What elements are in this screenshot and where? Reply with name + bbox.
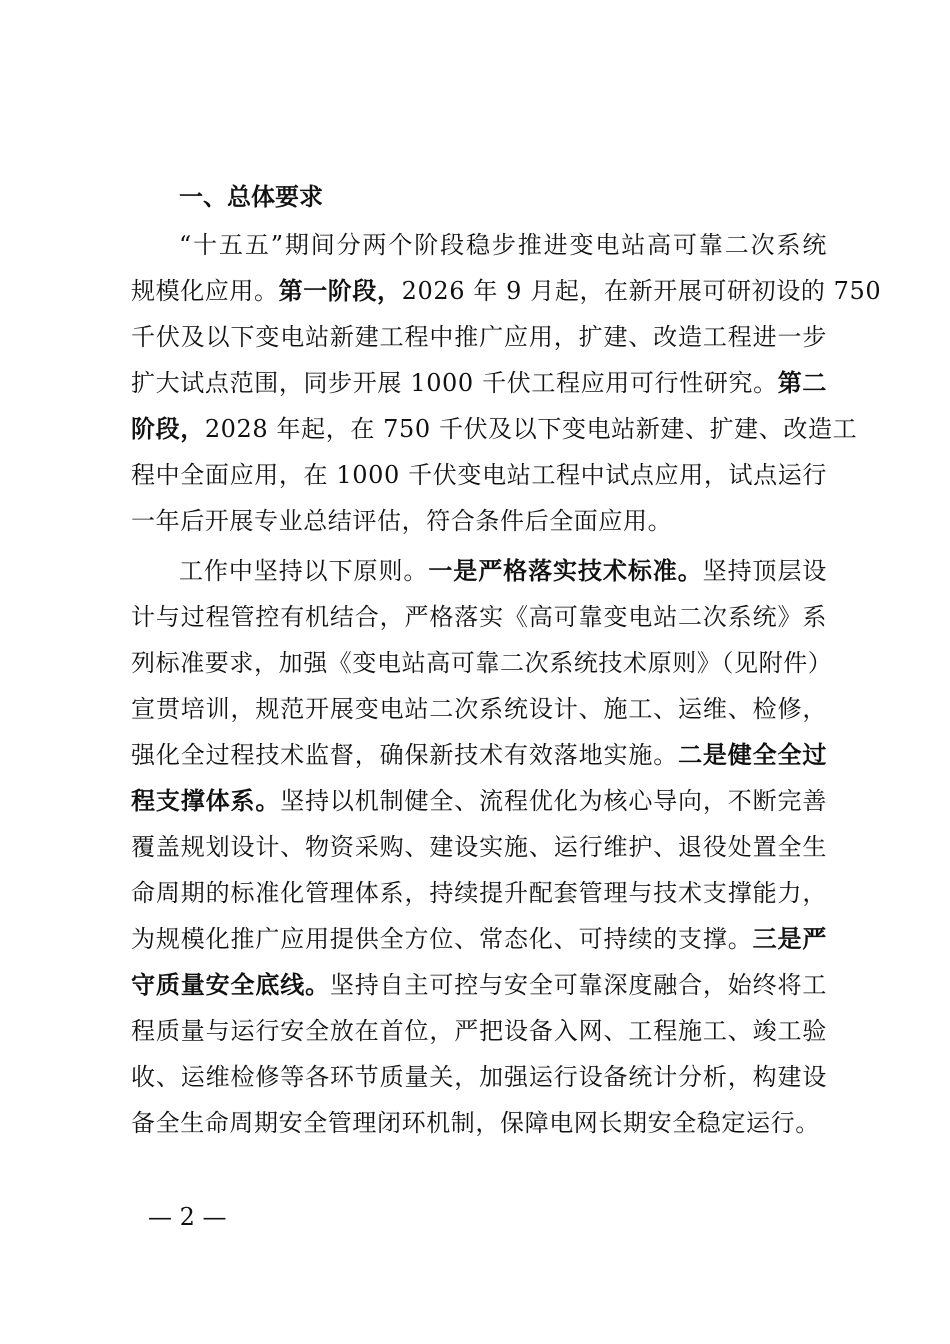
paragraph-line: 计与过程管控有机结合，严格落实《高可靠变电站二次系统》系 xyxy=(131,603,827,631)
paragraph-line: 规模化应用。第一阶段，2026 年 9 月起，在新开展可研初设的 750 xyxy=(131,277,882,305)
paragraph-line: 为规模化推广应用提供全方位、常态化、可持续的支撑。三是严 xyxy=(131,925,827,953)
paragraph-line: “十五五”期间分两个阶段稳步推进变电站高可靠二次系统 xyxy=(179,231,827,259)
paragraph-line: 强化全过程技术监督，确保新技术有效落地实施。二是健全全过 xyxy=(131,741,827,769)
paragraph-line: 备全生命周期安全管理闭环机制，保障电网长期安全稳定运行。 xyxy=(131,1109,820,1137)
paragraph-line: 程支撑体系。坚持以机制健全、流程优化为核心导向，不断完善 xyxy=(131,787,827,815)
page-number: — 2 — xyxy=(148,1203,227,1231)
paragraph-line: 一年后开展专业总结评估，符合条件后全面应用。 xyxy=(131,507,673,535)
paragraph-line: 命周期的标准化管理体系，持续提升配套管理与技术支撑能力， xyxy=(131,879,827,907)
paragraph-line: 收、运维检修等各环节质量关，加强运行设备统计分析，构建设 xyxy=(131,1063,827,1091)
paragraph-line: 扩大试点范围，同步开展 1000 千伏工程应用可行性研究。第二 xyxy=(131,369,828,397)
paragraph-line: 工作中坚持以下原则。一是严格落实技术标准。坚持顶层设 xyxy=(179,557,827,585)
section-heading: 一、总体要求 xyxy=(179,183,323,211)
paragraph-line: 千伏及以下变电站新建工程中推广应用，扩建、改造工程进一步 xyxy=(131,323,827,351)
paragraph-line: 阶段，2028 年起，在 750 千伏及以下变电站新建、扩建、改造工 xyxy=(131,415,858,443)
paragraph-line: 守质量安全底线。坚持自主可控与安全可靠深度融合，始终将工 xyxy=(131,971,827,999)
paragraph-line: 列标准要求，加强《变电站高可靠二次系统技术原则》（见附件） xyxy=(131,649,833,677)
paragraph-line: 覆盖规划设计、物资采购、建设实施、运行维护、退役处置全生 xyxy=(131,833,827,861)
paragraph-line: 程质量与运行安全放在首位，严把设备入网、工程施工、竣工验 xyxy=(131,1017,827,1045)
paragraph-line: 程中全面应用，在 1000 千伏变电站工程中试点应用，试点运行 xyxy=(131,461,827,489)
paragraph-line: 宣贯培训，规范开展变电站二次系统设计、施工、运维、检修， xyxy=(131,695,827,723)
